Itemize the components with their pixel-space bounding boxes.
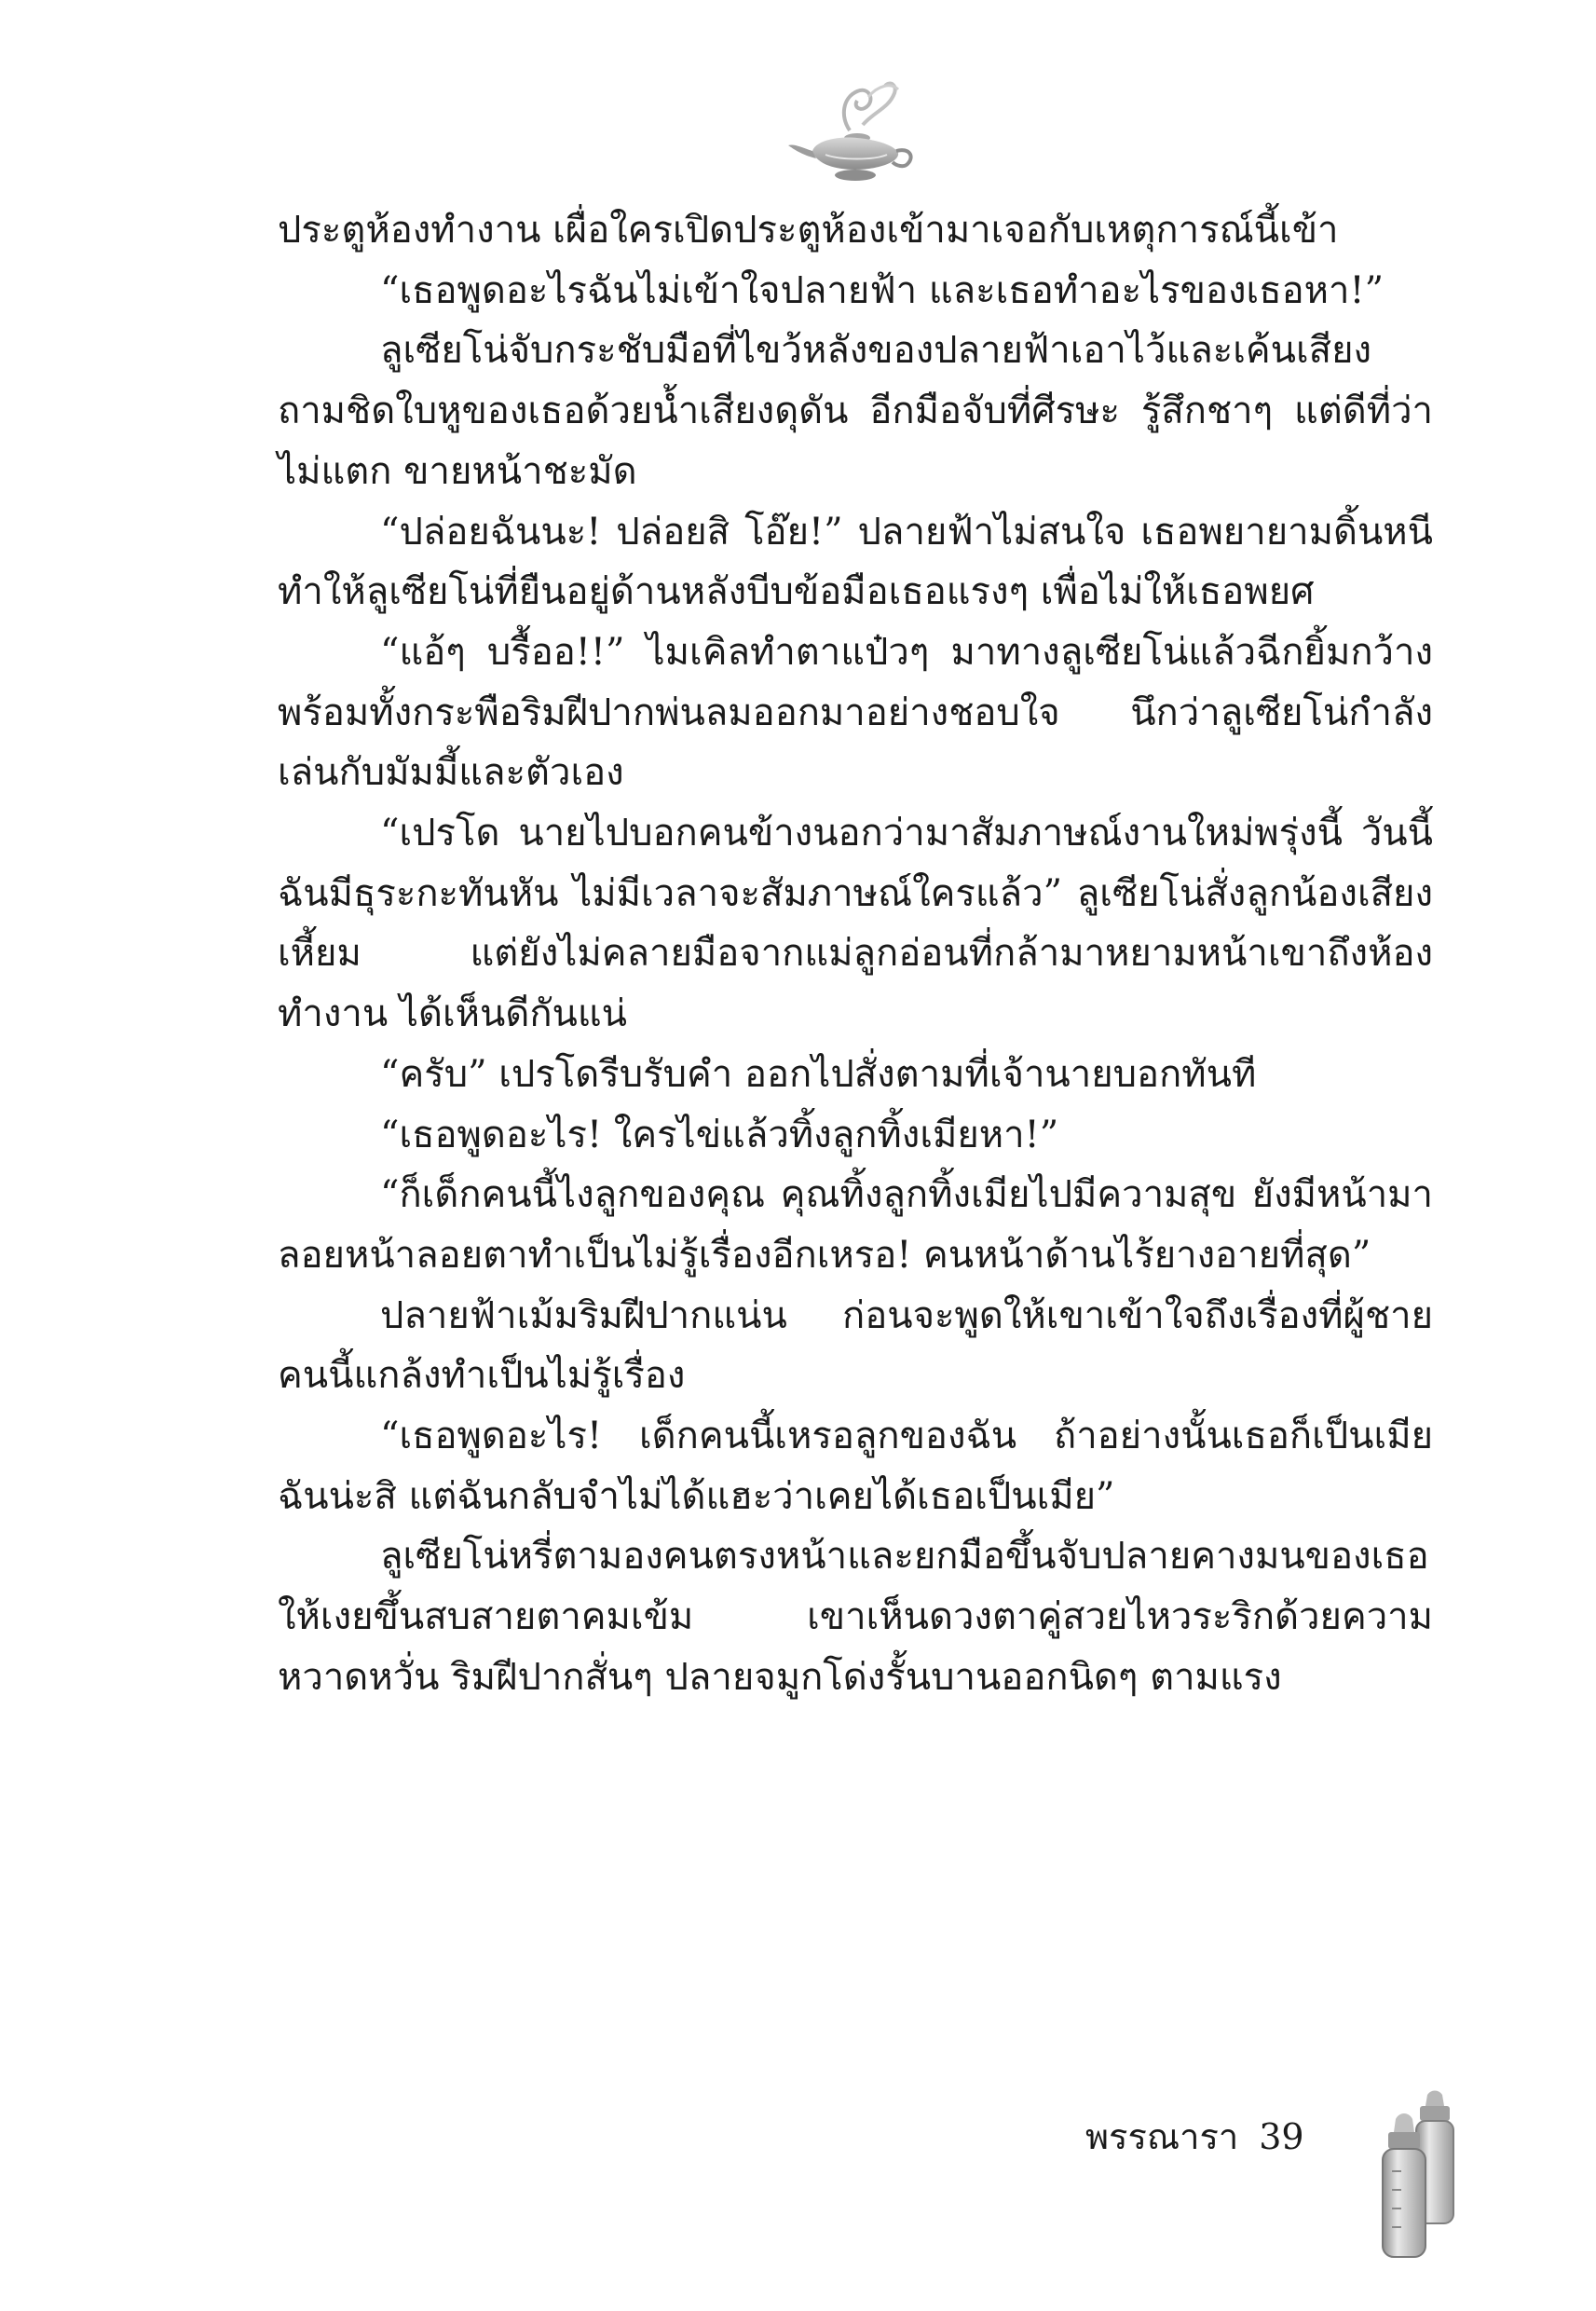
paragraph: “เธอพูดอะไรฉันไม่เข้าใจปลายฟ้า และเธอทำอะไรของเธอหา!”: [380, 268, 1385, 312]
page-footer: [1085, 2113, 1304, 2160]
paragraph: “เธอพูดอะไร! ใครไข่แล้วทิ้งลูกทิ้งเมียหา!”: [380, 1113, 1059, 1156]
paragraph: ประตูห้องทำงาน เผื่อใครเปิดประตูห้องเข้ามาเจอกับเหตุการณ์นี้เข้า: [278, 209, 1339, 252]
paragraph: “ปล่อยฉันนะ! ปล่อยสิ โอ๊ย!” ปลายฟ้าไม่สนใจ เธอพยายามดิ้นหนี ทำให้ลูเซียโน่ที่ยืนอยู่ด้านหลังบีบข้อมือเธอแรงๆ เพื่อไม่ให้เธอพยศ: [278, 510, 1433, 614]
paragraph: ลูเซียโน่หรี่ตามองคนตรงหน้าและยกมือขึ้นจับปลายคางมนของเธอให้เงยขึ้นสบสายตาคมเข้ม เขาเห็นดวงตาคู่สวยไหวระริกด้วยความหวาดหวั่น ริมฝีปากสั่นๆ ปลายจมูกโด่งรั้นบานออกนิดๆ ตามแรง: [278, 1535, 1433, 1699]
paragraph: “ครับ” เปรโดรีบรับคำ ออกไปสั่งตามที่เจ้านายบอกทันที: [380, 1052, 1257, 1096]
page-number: 39: [1259, 2116, 1304, 2157]
book-title: พรรณารา: [1085, 2116, 1239, 2157]
paragraph: “เปรโด นายไปบอกคนข้างนอกว่ามาสัมภาษณ์งานใหม่พรุ่งนี้ วันนี้ฉันมีธุระกะทันหัน ไม่มีเวลาจะสัมภาษณ์ใครแล้ว” ลูเซียโน่สั่งลูกน้องเสียงเหี้ยม แต่ยังไม่คลายมือจากแม่ลูกอ่อนที่กล้ามาหยามหน้าเขาถึงห้องทำงาน ได้เห็นดีกันแน่: [278, 812, 1433, 1036]
paragraph: “ก็เด็กคนนี้ไงลูกของคุณ คุณทิ้งลูกทิ้งเมียไปมีความสุข ยังมีหน้ามาลอยหน้าลอยตาทำเป็นไม่รู้เรื่องอีกเหรอ! คนหน้าด้านไร้ยางอายที่สุด”: [278, 1173, 1433, 1277]
genie-lamp-icon: [784, 65, 924, 205]
paragraph: “แอ้ๆ บรื้ออ!!” ไมเคิลทำตาแป๋วๆ มาทางลูเซียโน่แล้วฉีกยิ้มกว้างพร้อมทั้งกระพือริมฝีปากพ่นลมออกมาอย่างชอบใจ นึกว่าลูเซียโน่กำลังเล่นกับมัมมี้และตัวเอง: [278, 630, 1433, 795]
paragraph: ปลายฟ้าเม้มริมฝีปากแน่น ก่อนจะพูดให้เขาเข้าใจถึงเรื่องที่ผู้ชายคนนี้แกล้งทำเป็นไม่รู้เรื่อง: [278, 1293, 1433, 1398]
paragraph: “เธอพูดอะไร! เด็กคนนี้เหรอลูกของฉัน ถ้าอย่างนั้นเธอก็เป็นเมียฉันน่ะสิ แต่ฉันกลับจำไม่ได้แฮะว่าเคยได้เธอเป็นเมีย”: [278, 1415, 1433, 1518]
paragraph: ลูเซียโน่จับกระชับมือที่ไขว้หลังของปลายฟ้าเอาไว้และเค้นเสียงถามชิดใบหูของเธอด้วยน้ำเสียงดุดัน อีกมือจับที่ศีรษะ รู้สึกชาๆ แต่ดีที่ว่าไม่แตก ขายหน้าชะมัด: [278, 329, 1433, 493]
body-text: [278, 200, 1433, 1708]
baby-bottles-icon: [1370, 2087, 1491, 2264]
